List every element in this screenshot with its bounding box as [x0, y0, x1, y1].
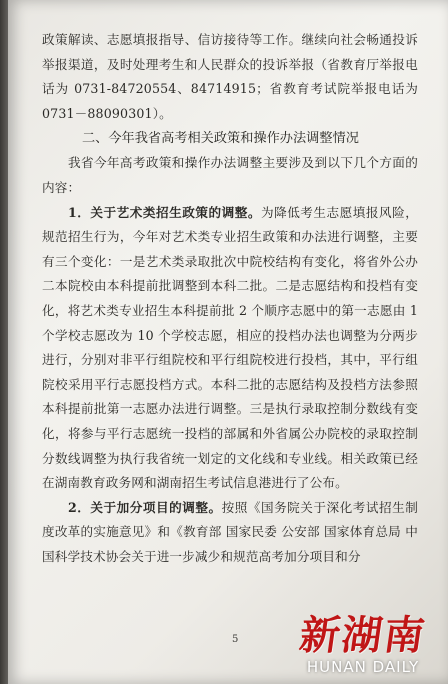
- document-page: [8, 0, 448, 684]
- item2-title: 2．关于加分项目的调整。: [68, 499, 222, 515]
- paragraph-bonus-points: [42, 496, 418, 570]
- item2-body: 按照《国务院关于深化考试招生制度改革的实施意见》和《教育部 国家民委 公安部 国家体育总局 中国科学技术协会关于进一步减少和规范高考加分项目和分: [42, 499, 418, 564]
- document-content: [42, 28, 418, 569]
- paragraph-complaint-channels: 政策解读、志愿填报指导、信访接待等工作。继续向社会畅通投诉举报渠道，及时处理考生和人民群众的投诉举报（省教育厅举报电话为 0731-84720554、84714915；省教育考试院举报电话为 0731－88090301）。: [42, 32, 418, 121]
- paragraph-art-admission: [42, 201, 418, 496]
- watermark: [288, 614, 438, 676]
- watermark-text: HUNAN DAILY: [306, 658, 420, 676]
- page-number: 5: [232, 634, 239, 645]
- watermark-logo: 新湖南: [296, 613, 430, 659]
- item1-title: 1．关于艺术类招生政策的调整。: [68, 204, 261, 220]
- section-heading: 二、今年我省高考相关政策和操作办法调整情况: [82, 131, 359, 147]
- item1-body: 为降低考生志愿填报风险，规范招生行为，今年对艺术类专业招生政策和办法进行调整，主要有三个变化：一是艺术类录取批次中院校结构有变化，将省外公办二本院校由本科提前批调整到本科二批。二是志愿结构和投档有变化，将艺术类专业招生本科提前批 2 个顺序志愿中的第一志愿由 1 个学校志愿改为 10 个学校志愿，相应的投档办法也调整为分两步进行，分别对非平行组院校和平行组院校进行投档，其中，平行组院校采用平行志愿投档方式。本科二批的志愿结构及投档方法参照本科提前批第一志愿办法进行调整。三是执行录取控制分数线有变化，将参与平行志愿统一投档的部属和外省属公办院校的录取控制分数线调整为执行我省统一划定的文化线和专业线。相关政策已经在湖南教育政务网和湖南招生考试信息港进行了公布。: [42, 204, 418, 491]
- paragraph-intro: 我省今年高考政策和操作办法调整主要涉及到以下几个方面的内容：: [42, 155, 418, 195]
